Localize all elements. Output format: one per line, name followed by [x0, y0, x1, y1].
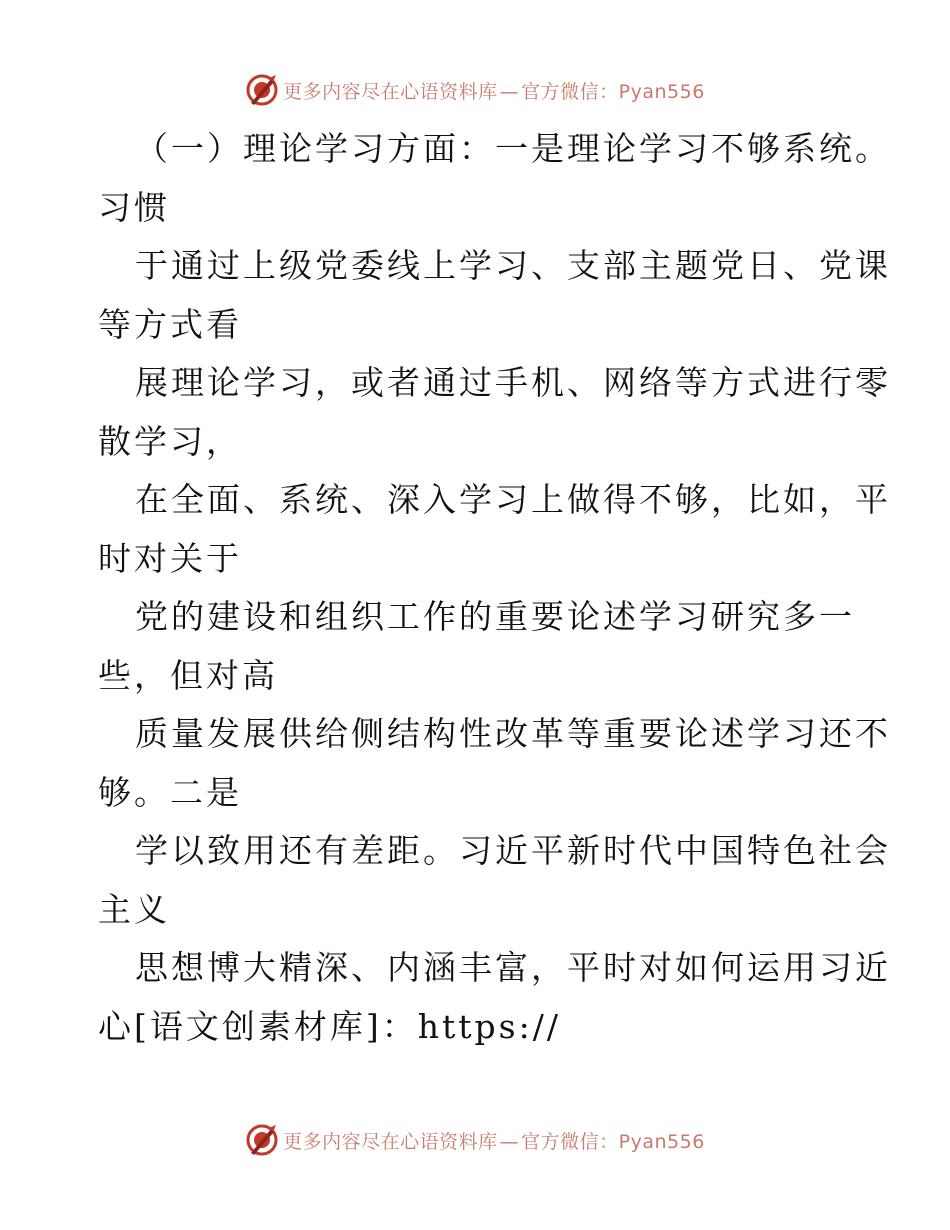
watermark-wechat: 官方微信：Pyan556: [521, 80, 705, 103]
paragraph-line: 质量发展供给侧结构性改革等重要论述学习还不: [135, 714, 891, 753]
paragraph-line: 主义: [98, 889, 170, 929]
paragraph-line: 等方式看: [98, 304, 242, 344]
watermark-separator: —: [499, 1130, 520, 1153]
paragraph-line: 党的建设和组织工作的重要论述学习研究多一: [135, 597, 855, 636]
paragraph-line: 时对关于: [98, 538, 242, 578]
paragraph-line: （一）理论学习方面：一是理论学习不够系统。: [135, 129, 891, 168]
header-watermark: [0, 70, 950, 110]
watermark-wechat: 官方微信：Pyan556: [521, 1130, 705, 1153]
watermark-site: 更多内容尽在心语资料库: [283, 80, 498, 103]
watermark-site: 更多内容尽在心语资料库: [283, 1130, 498, 1153]
footer-watermark: [0, 1120, 950, 1160]
paragraph-line: 些，但对高: [98, 655, 278, 695]
document-body: [98, 120, 891, 1056]
paragraph-line: 习惯: [98, 187, 170, 227]
paragraph-line: 学以致用还有差距。习近平新时代中国特色社会: [135, 831, 891, 870]
quill-seal-icon: [245, 73, 279, 107]
paragraph-line: 散学习，: [98, 421, 242, 461]
watermark-text: [283, 77, 705, 104]
paragraph-line: 心[语文创素材库]：https://: [98, 1006, 561, 1046]
paragraph-line: 够。二是: [98, 772, 242, 812]
paragraph-line: 展理论学习，或者通过手机、网络等方式进行零: [135, 363, 891, 402]
watermark-separator: —: [499, 80, 520, 103]
quill-seal-icon: [245, 1123, 279, 1157]
paragraph-line: 在全面、系统、深入学习上做得不够，比如，平: [135, 480, 891, 519]
paragraph-line: 于通过上级党委线上学习、支部主题党日、党课: [135, 246, 891, 285]
watermark-text: [283, 1127, 705, 1154]
paragraph-line: 思想博大精深、内涵丰富，平时对如何运用习近: [135, 948, 891, 987]
